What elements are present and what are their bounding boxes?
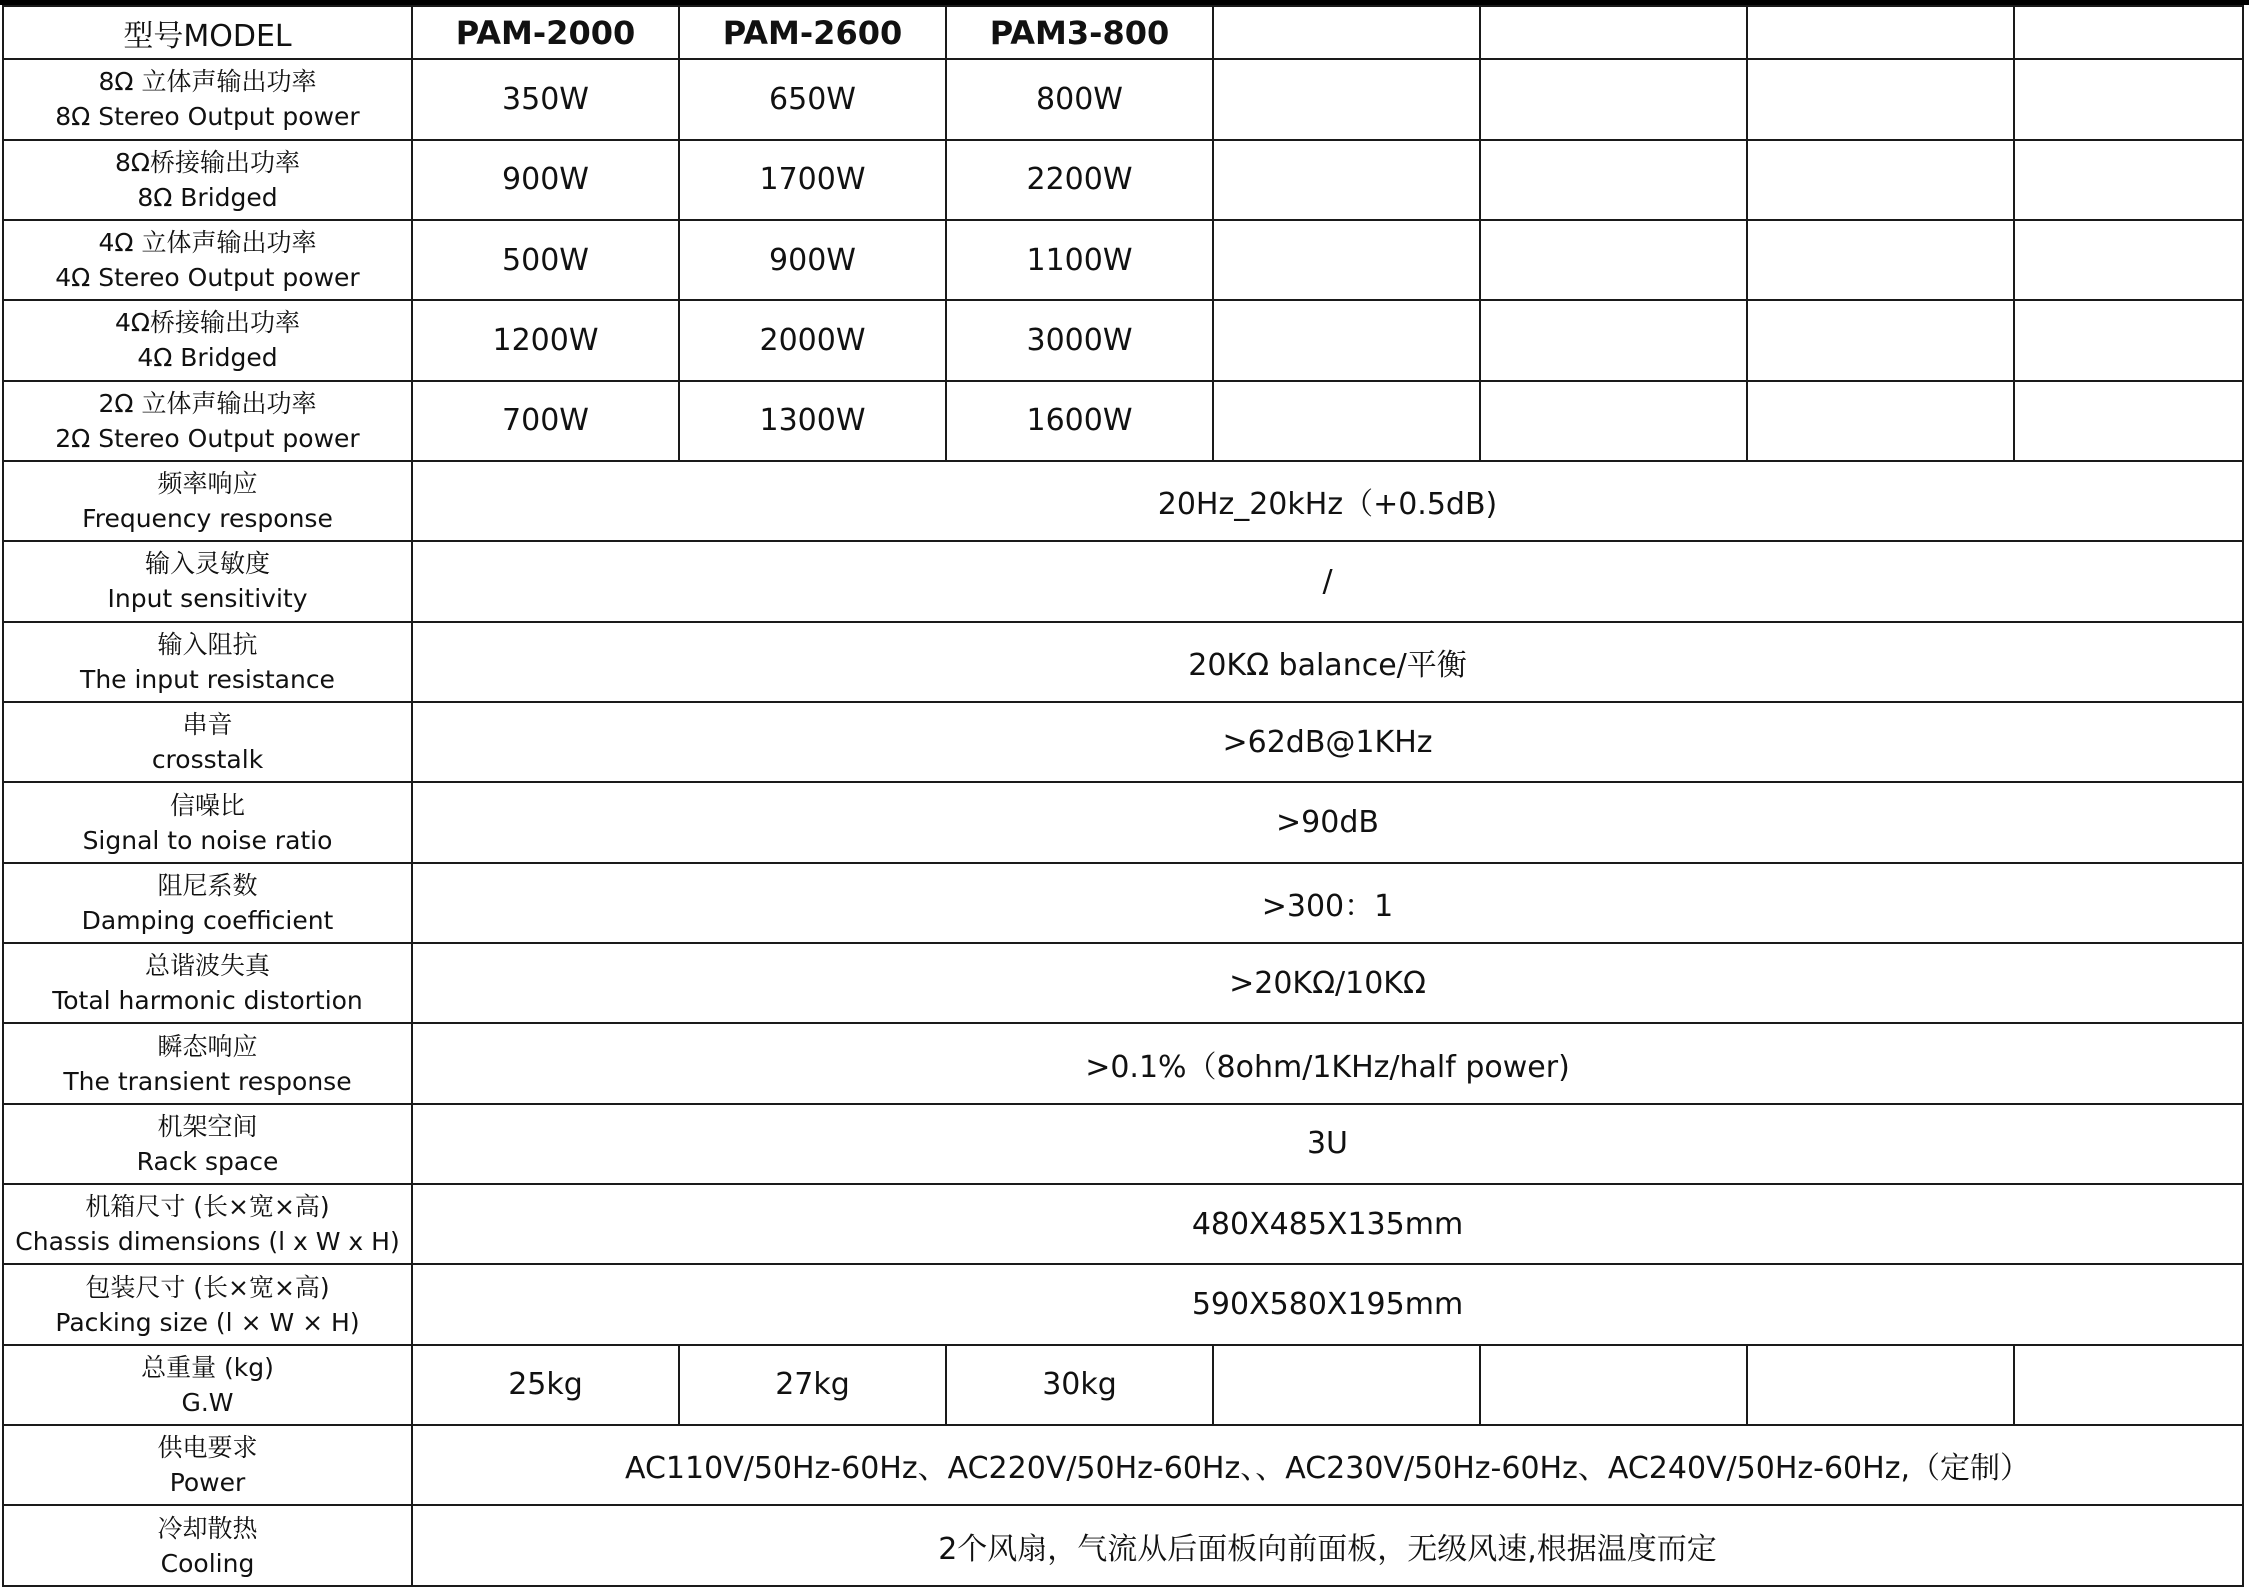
row-label-zh: 频率响应 [157,469,258,499]
row-label-en: The input resistance [80,664,335,694]
row-label-zh: 信噪比 [169,790,245,820]
row-label-en: Input sensitivity [107,584,308,614]
row-label-zh: 冷却散热 [157,1513,258,1543]
value-cell: 2200W [946,140,1213,220]
spanning-value-cell: 480X485X135mm [412,1184,2243,1264]
empty-cell [1747,300,2014,380]
value-cell: 700W [412,381,679,461]
value-cell: 500W [412,220,679,300]
row-label-zh: 机箱尺寸 (长×宽×高) [85,1192,330,1222]
table-row [3,702,2243,782]
empty-cell [1480,1345,1747,1425]
empty-cell [1480,59,1747,139]
empty-cell [1480,140,1747,220]
row-label-en: crosstalk [151,745,264,775]
empty-cell [1747,1345,2014,1425]
row-label-en: Packing size (l × W × H) [55,1307,360,1337]
row-label [3,220,412,300]
table-row [3,1023,2243,1103]
spanning-value-cell: / [412,541,2243,621]
row-label-zh: 供电要求 [157,1433,258,1463]
value-cell: 800W [946,59,1213,139]
spanning-value-cell: >20KΩ/10KΩ [412,943,2243,1023]
row-label-en: 4Ω Bridged [137,343,278,373]
value-cell: 1600W [946,381,1213,461]
header-row [3,6,2243,59]
spanning-value-cell: 20KΩ balance/平衡 [412,622,2243,702]
empty-cell [1213,220,1480,300]
value-cell: 1700W [679,140,946,220]
value-cell: 2000W [679,300,946,380]
table-row [3,1425,2243,1505]
row-label-en: Rack space [136,1146,279,1176]
spanning-value-cell: 3U [412,1104,2243,1184]
table-row [3,300,2243,380]
row-label-en: 8Ω Stereo Output power [55,102,360,132]
row-label [3,943,412,1023]
row-label-en: Damping coefficient [81,905,334,935]
model-header-cell: PAM-2600 [679,6,946,59]
empty-cell [1213,300,1480,380]
empty-cell [2014,300,2243,380]
value-cell: 3000W [946,300,1213,380]
spanning-value-cell: 20Hz_20kHz（+0.5dB) [412,461,2243,541]
row-label-zh: 机架空间 [157,1111,258,1141]
row-label-zh: 4Ω桥接输出功率 [114,308,300,338]
row-label [3,622,412,702]
row-label [3,702,412,782]
value-cell: 25kg [412,1345,679,1425]
row-label-en: 2Ω Stereo Output power [55,423,360,453]
table-row [3,461,2243,541]
empty-cell [1480,6,1747,59]
model-header-cell: PAM3-800 [946,6,1213,59]
empty-cell [1747,140,2014,220]
spanning-value-cell: AC110V/50Hz-60Hz、AC220V/50Hz-60Hz、、AC230V/50Hz-60Hz、AC240V/50Hz-60Hz,（定制） [412,1425,2243,1505]
empty-cell [1213,6,1480,59]
empty-cell [2014,381,2243,461]
row-label-zh: 8Ω桥接输出功率 [114,147,300,177]
value-cell: 1300W [679,381,946,461]
empty-cell [2014,6,2243,59]
row-label [3,381,412,461]
row-label-en: 4Ω Stereo Output power [55,263,360,293]
row-label-en: The transient response [63,1066,352,1096]
empty-cell [1480,300,1747,380]
table-row [3,1264,2243,1344]
row-label [3,59,412,139]
row-label-zh: 8Ω 立体声输出功率 [98,67,317,97]
table-row [3,381,2243,461]
row-label-zh: 输入灵敏度 [144,549,270,579]
empty-cell [2014,220,2243,300]
row-label-zh: 串音 [182,710,233,740]
spanning-value-cell: >300：1 [412,863,2243,943]
row-label-en: Total harmonic distortion [52,986,363,1016]
value-cell: 27kg [679,1345,946,1425]
empty-cell [1213,140,1480,220]
row-label [3,541,412,621]
spanning-value-cell: >62dB@1KHz [412,702,2243,782]
row-label [3,461,412,541]
spanning-value-cell: 2个风扇，气流从后面板向前面板，无级风速,根据温度而定 [412,1505,2243,1586]
empty-cell [1213,1345,1480,1425]
row-label [3,140,412,220]
row-label-en: G.W [181,1387,234,1417]
model-header-cell: PAM-2000 [412,6,679,59]
row-label-zh: 2Ω 立体声输出功率 [98,388,317,418]
empty-cell [1747,381,2014,461]
table-row [3,1104,2243,1184]
table-row [3,782,2243,862]
row-label-zh: 4Ω 立体声输出功率 [98,228,317,258]
empty-cell [1747,6,2014,59]
row-label-zh: 阻尼系数 [157,870,258,900]
row-label-zh: 总谐波失真 [144,951,270,981]
row-label [3,1425,412,1505]
table-row [3,541,2243,621]
table-row [3,943,2243,1023]
empty-cell [1480,220,1747,300]
row-label-en: Chassis dimensions (l x W x H) [15,1227,400,1257]
spanning-value-cell: 590X580X195mm [412,1264,2243,1344]
spanning-value-cell: >90dB [412,782,2243,862]
empty-cell [2014,59,2243,139]
row-label [3,1023,412,1103]
empty-cell [2014,140,2243,220]
value-cell: 1100W [946,220,1213,300]
table-row [3,59,2243,139]
row-label [3,1345,412,1425]
row-label [3,1104,412,1184]
value-cell: 1200W [412,300,679,380]
row-label-zh: 输入阻抗 [157,629,258,659]
table-row [3,1184,2243,1264]
row-label [3,782,412,862]
row-label [3,300,412,380]
row-label-en: Cooling [160,1548,255,1578]
row-label-zh: 瞬态响应 [157,1031,258,1061]
empty-cell [1213,381,1480,461]
spec-table [2,5,2244,1587]
value-cell: 30kg [946,1345,1213,1425]
value-cell: 900W [412,140,679,220]
table-row [3,140,2243,220]
empty-cell [1747,59,2014,139]
row-label-en: 8Ω Bridged [137,182,278,212]
row-label-en: Power [169,1468,246,1498]
row-label-en: Signal to noise ratio [82,825,333,855]
model-header-label: 型号MODEL [3,6,412,59]
spanning-value-cell: >0.1%（8ohm/1KHz/half power) [412,1023,2243,1103]
row-label [3,1184,412,1264]
table-row [3,863,2243,943]
row-label-zh: 包装尺寸 (长×宽×高) [85,1272,330,1302]
value-cell: 900W [679,220,946,300]
empty-cell [1747,220,2014,300]
row-label [3,863,412,943]
row-label-zh: 总重量 (kg) [141,1352,274,1382]
row-label [3,1264,412,1344]
table-row [3,1505,2243,1586]
table-row [3,1345,2243,1425]
row-label [3,1505,412,1586]
value-cell: 350W [412,59,679,139]
empty-cell [1480,381,1747,461]
row-label-en: Frequency response [82,504,333,534]
table-row [3,622,2243,702]
table-row [3,220,2243,300]
empty-cell [1213,59,1480,139]
empty-cell [2014,1345,2243,1425]
value-cell: 650W [679,59,946,139]
